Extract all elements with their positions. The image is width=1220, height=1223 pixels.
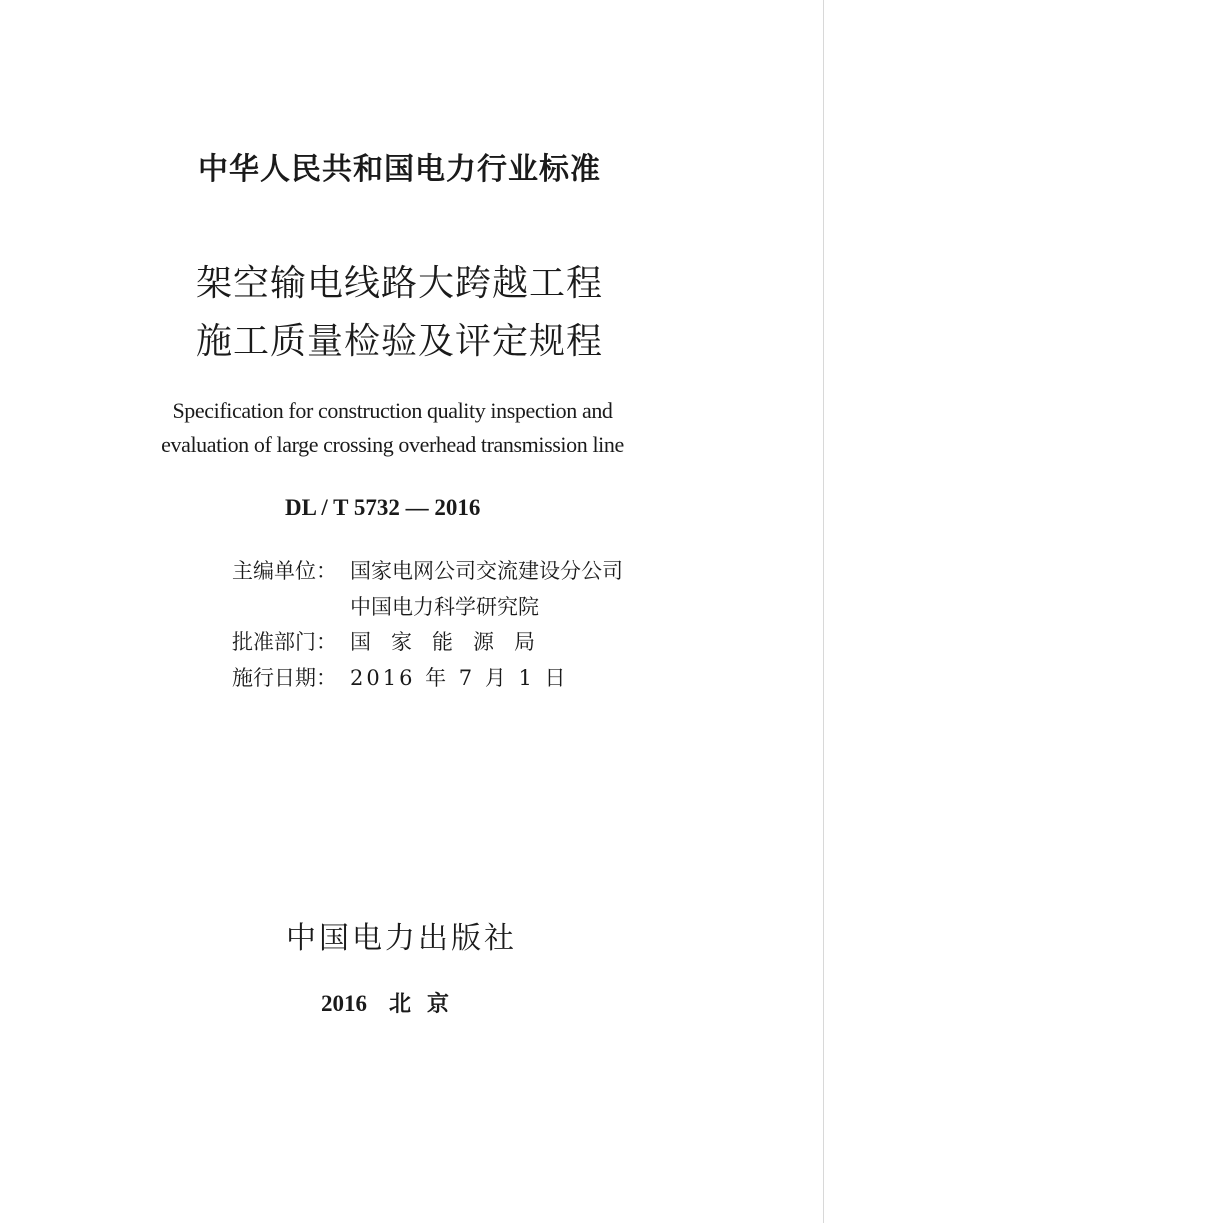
industry-standard-heading: 中华人民共和国电力行业标准: [198, 152, 601, 187]
publication-year-city: [321, 988, 621, 1021]
approver-value: 国家能源局: [350, 630, 555, 654]
editor-values: [350, 554, 623, 625]
blank-page-area: [824, 0, 1220, 1223]
publication-year: 2016: [321, 991, 367, 1016]
editor-value-2: 中国电力科学研究院: [350, 594, 539, 619]
approver-label: 批准部门：: [232, 630, 337, 654]
effective-date-value: 2016 年 7 月 1 日: [350, 665, 569, 690]
english-title-line-2: evaluation of large crossing overhead transmission line: [161, 432, 624, 457]
standard-number: DL / T 5732 — 2016: [285, 495, 481, 520]
chinese-title-line-1: 架空输电线路大跨越工程: [196, 263, 604, 304]
editor-label: 主编单位：: [232, 559, 337, 583]
effective-date-label: 施行日期：: [232, 665, 337, 690]
publication-info: [232, 554, 792, 696]
publisher-name: 中国电力出版社: [286, 921, 517, 956]
publication-city: 北京: [389, 992, 466, 1017]
chinese-title: [196, 255, 796, 371]
english-title: [100, 394, 685, 462]
english-title-line-1: Specification for construction quality inspection and: [172, 398, 613, 423]
chinese-title-line-2: 施工质量检验及评定规程: [196, 321, 604, 362]
editor-value-1: 国家电网公司交流建设分公司: [350, 559, 623, 583]
editor-row: [232, 554, 792, 625]
effective-date-row: [232, 661, 792, 697]
approver-row: [232, 625, 792, 661]
